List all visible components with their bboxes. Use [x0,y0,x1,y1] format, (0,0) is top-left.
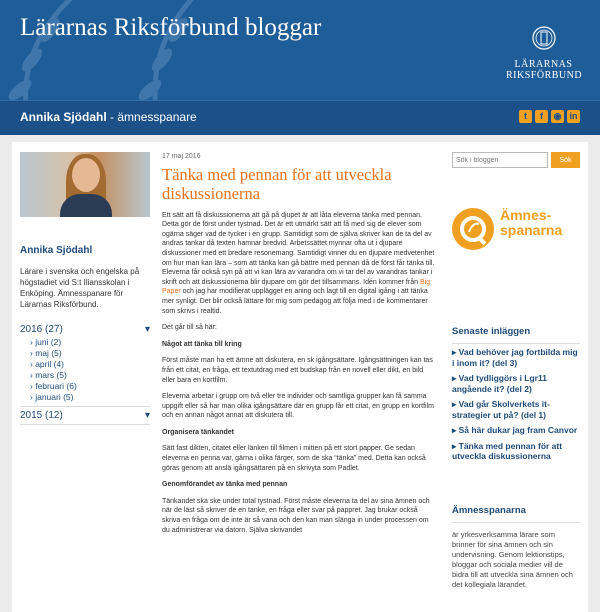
site-title[interactable]: Lärarnas Riksförbund bloggar [20,14,322,41]
post-paragraph: Först måste man ha ett ämne att diskutera, en sk igångsättare. Igångsättningen kan tas från ett citat, en fråga, ett textutdrag med ett budskap från en novell eller dikt, en bild eller bara en kortfilm. [162,357,433,384]
archive-month-label: mars (5) [35,370,67,380]
author-name: Annika Sjödahl [20,245,93,256]
post-paragraph: Ett sätt att få diskussionerna att gå på djupet är att låta eleverna tänka med pennan. Detta gör de först under tystnad. Det är ett utmärkt sätt att få med sig de elever som ogärna säger vad de tycker i en grupp. Samtidigt som de själva skriver kan de ta del av andras tankar då texten hamnar bredvid. Arbetssättet mynnar ofta ut i djupare diskussioner med ett bredare resonemang. Samtidigt vinner du en djupare medvetenhet om hur man kan lära – som att tänka kan gå bättre med pennan då de först får tänka till. Eleverna får också syn på att vi kan lära av varandra om vi tar del av varandras tankar i skrift och att diskussionerna blir djupare om gör det tillsammans. Idén kommer från Big Paper och jag har modifierat upplägget en aning och lagt till en digital igång i att tänka mer synligt. Det blir också lättare för mig som pedagog att följa med i de kommentarer som skrivs i realtid. [162,211,435,315]
archive-month-label: februari (6) [35,381,77,391]
recent-post-link[interactable] [452,373,580,394]
recent-post-link[interactable] [452,441,580,462]
archive-month-label: maj (5) [35,348,62,358]
search-input[interactable] [452,152,548,168]
post-title[interactable]: Tänka med pennan för att utveckla diskussionerna [162,164,392,203]
post-paragraph: Sätt fast dikten, citatet eller länken till filmen i mitten på ett stort papper. Ge sedan eleverna en penna var, gärna i olika färger, som de ska “tänka” med. Detta kan också göras genom att anslä igångsättaren på en skrivyta som Padlet. [162,445,426,472]
big-paper-link[interactable]: Big Paper [162,278,431,296]
recent-post-title: Vad tydliggörs i Lgr11 angående it? (del 2) [452,373,547,394]
post-subheading: Något att tänka till kring [162,340,242,348]
recent-post-link[interactable] [452,425,580,436]
amnesspanarna-heading: Ämnesspanarna [452,504,526,516]
chevron-right-icon: › [30,381,36,391]
arrow-right-icon: ▸ [452,425,459,435]
chevron-right-icon: › [30,359,36,369]
social-links [519,110,580,123]
logo-line-1: LÄRARNAS [514,59,573,70]
chevron-down-icon[interactable]: ▾ [144,324,150,335]
archive-month-label: juni (2) [35,337,62,347]
arrow-right-icon: ▸ [452,399,459,409]
blog-post [162,152,436,542]
archive-year[interactable] [20,410,150,421]
post-subheading: Organisera tänkandet [162,428,234,436]
author-bar [0,100,600,135]
recent-post-title: Tänka med pennan för att utveckla diskussionerna [452,440,563,461]
amnesspanarna-logo[interactable] [452,204,580,274]
right-sidebar [452,152,580,598]
facebook-icon[interactable]: f [535,110,548,123]
linkedin-icon[interactable]: in [567,110,580,123]
archive-year[interactable] [20,324,150,335]
recent-post-title: Så här dukar jag fram Canvor [458,425,578,435]
chevron-right-icon: › [30,348,36,358]
archive-month-label: januari (5) [35,392,74,402]
author-title[interactable] [20,110,197,124]
recent-post-title: Vad behöver jag fortbilda mig i inom it? (del 3) [452,347,578,368]
archive-month[interactable] [20,370,150,381]
chevron-right-icon: › [30,337,36,347]
post-paragraph: Det går till så här: [162,324,217,332]
left-sidebar [20,152,150,428]
chevron-right-icon: › [30,392,36,402]
archive-month[interactable] [20,337,150,348]
author-bio: Lärare i svenska och engelska på högstadiet vid S:t Iliansskolan i Enköping. Ämnesspanare för Lärarnas Riksförbund. [20,267,140,309]
arrow-right-icon: ▸ [452,347,459,357]
amnesspanarna-emblem-icon [452,208,494,250]
chevron-right-icon: › [30,370,36,380]
archive-year-label: 2016 (27) [20,324,63,335]
blog-archive [20,324,150,425]
archive-month[interactable] [20,381,150,392]
author-bar-role: - ämnesspanare [106,110,197,124]
post-subheading: Genomförandet av tänka med pennan [162,481,288,489]
rss-icon[interactable]: ◉ [551,110,564,123]
lr-emblem-icon [531,24,557,54]
archive-year-label: 2015 (12) [20,410,63,421]
chevron-down-icon[interactable]: ▾ [144,410,150,421]
recent-posts-list [452,347,580,462]
archive-month[interactable] [20,392,150,403]
amnesspanarna-wordmark: Ämnes- spanarna [500,207,563,238]
twitter-icon[interactable]: t [519,110,532,123]
recent-posts-heading: Senaste inläggen [452,326,531,337]
logo-line-2: RIKSFÖRBUND [506,70,583,81]
recent-post-link[interactable] [452,347,580,368]
arrow-right-icon: ▸ [452,373,459,383]
search-button[interactable]: Sök [551,152,580,168]
lr-logo[interactable] [506,24,581,81]
search-box [452,152,580,168]
post-date: 17 maj 2016 [162,153,201,160]
amnesspanarna-description: är yrkesverksamma lärare som brinner för sina ämnen och sin undervisning. Genom lektionstips, bloggar och sociala medier vill de bidra till att utveckla sina ämnen och det kollegiala lärandet. [452,530,573,589]
recent-post-title: Vad går Skolverkets it-strategier ut på? (del 1) [452,399,550,420]
author-bar-name: Annika Sjödahl [20,110,107,124]
archive-month[interactable] [20,348,150,359]
content-area [12,142,588,612]
post-paragraph: Eleverna arbetar i grupp om två eller tre individer och samtliga grupper kan få samma uppgift eller så har man olika igångsättare där en grupp får ett citat, en grupp en kortfilm och en annan något annat att diskutera till. [162,393,434,420]
recent-post-link[interactable] [452,399,580,420]
arrow-right-icon: ▸ [452,440,459,451]
site-header [0,0,600,100]
archive-month-label: april (4) [35,359,65,369]
post-paragraph: Tänkandet ska ske under total tystnad. Först måste eleverna ta del av sina ämnen och när de läst så skriver de en tanke, en fråga eller svar på pappret. Jag brukar också skriva en fråga om de inte är så vana och den kan man slänga in under processen om du administrerar via datorn. Själva skrivandet [162,497,430,534]
author-photo [20,152,150,217]
archive-month[interactable] [20,359,150,370]
